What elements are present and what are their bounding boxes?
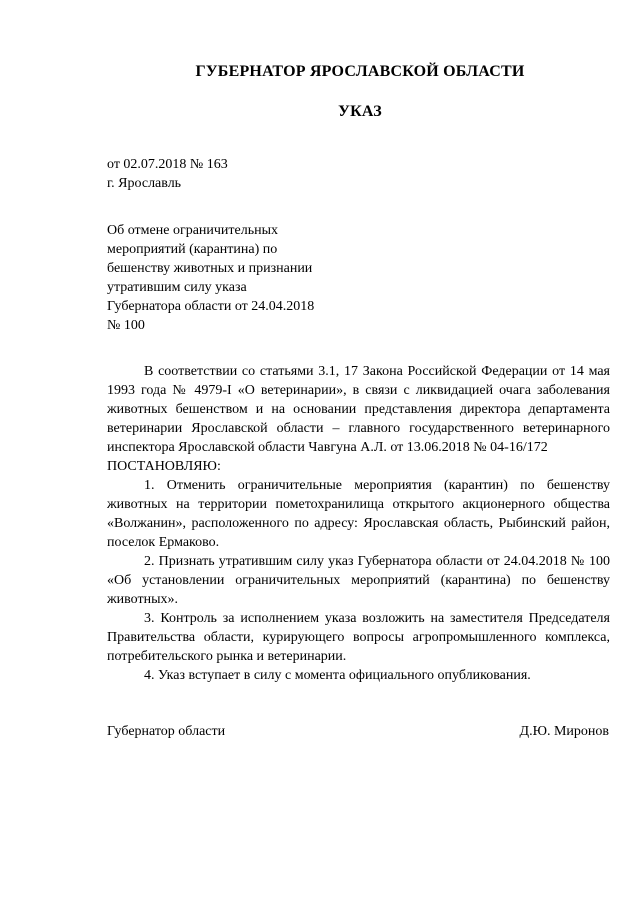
decree-item: 1. Отменить ограничительные мероприятия (карантин) по бешенству животных на территории пометохранилища открытого акционерного общества «Волжанин», расположенного по адресу: Ярославская область, Рыбинский район, поселок Ермаково. — [107, 478, 610, 550]
signatory-position: Губернатор области — [107, 724, 226, 739]
decree-subject — [107, 221, 367, 335]
preamble-paragraph: В соответствии со статьями 3.1, 17 Закона Российской Федерации от 14 мая 1993 года № 4979-I «О ветеринарии», в связи с ликвидацией очага заболевания животных бешенством и на основании представления директора департамента ветеринарии Ярославской области – главного государственного ветеринарного инспектора Ярославской области Чавгуна А.Л. от 13.06.2018 № 04-16/172 — [107, 364, 610, 455]
issuing-authority-heading: ГУБЕРНАТОР ЯРОСЛАВСКОЙ ОБЛАСТИ — [195, 63, 525, 80]
signatory-name: Д.Ю. Миронов — [519, 724, 609, 739]
decree-item: 3. Контроль за исполнением указа возложить на заместителя Председателя Правительства области, курирующего вопросы агропромышленного комплекса, потребительского рынка и ветеринарии. — [107, 611, 610, 664]
subject-line: мероприятий (карантина) по — [107, 242, 278, 257]
subject-line: Губернатора области от 24.04.2018 — [107, 299, 315, 314]
subject-line: утратившим силу указа — [107, 280, 247, 295]
city-line: г. Ярославль — [107, 176, 182, 191]
date-number-line: от 02.07.2018 № 163 — [107, 157, 228, 172]
document-type-heading: УКАЗ — [338, 103, 382, 120]
decree-item: 4. Указ вступает в силу с момента официального опубликования. — [144, 668, 531, 683]
decree-body — [107, 362, 610, 685]
subject-line: № 100 — [107, 318, 145, 333]
subject-line: бешенству животных и признании — [107, 261, 313, 276]
subject-line: Об отмене ограничительных — [107, 223, 279, 238]
resolve-word: ПОСТАНОВЛЯЮ: — [107, 459, 221, 474]
decree-item: 2. Признать утратившим силу указ Губернатора области от 24.04.2018 № 100 «Об установлении ограничительных мероприятий (карантина) по бешенству животных». — [107, 554, 610, 607]
